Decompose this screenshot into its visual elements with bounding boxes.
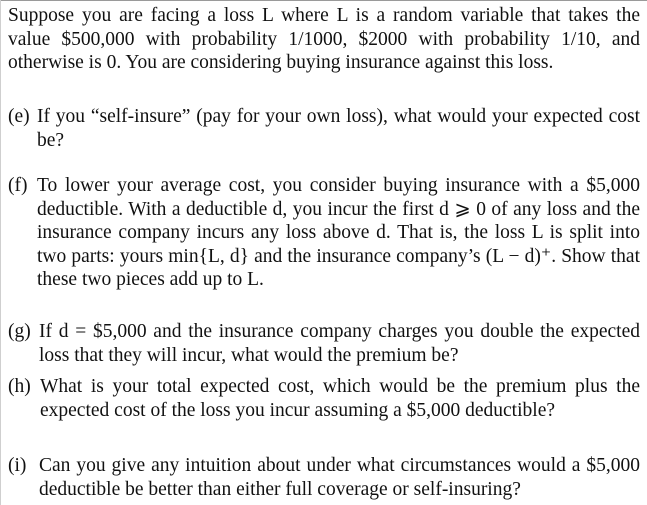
question-label: (g)	[8, 321, 31, 342]
question-h	[8, 375, 640, 422]
question-label: (i)	[8, 455, 27, 476]
frame-left-border	[0, 0, 1, 505]
frame-top-border	[0, 0, 647, 1]
question-text: To lower your average cost, you consider buying insurance with a $5,000 deductible. With a deductible d, you incur the first d ⩾ 0 of any loss and the insurance company incurs any loss above d. That is, the loss L is split into two parts: yours min{L, d} and the insurance company’s (L − d)⁺. Show that these two pieces add up to L.	[37, 175, 640, 291]
problem-statement: Suppose you are facing a loss L where L is a random variable that takes the value $500,000 with probability 1/1000, $2000 with probability 1/10, and otherwise is 0. You are considering buying insurance against this loss.	[8, 5, 640, 74]
question-g	[8, 320, 640, 367]
question-text: Can you give any intuition about under what circumstances would a $5,000 deductible be better than either full coverage or self-insuring?	[39, 455, 640, 500]
question-text: If d = $5,000 and the insurance company charges you double the expected loss that they will incur, what would the premium be?	[39, 321, 640, 366]
question-f	[8, 174, 640, 292]
question-label: (h)	[8, 376, 31, 397]
question-label: (f)	[8, 175, 28, 196]
question-text: If you “self-insure” (pay for your own loss), what would your expected cost be?	[37, 106, 640, 151]
question-i	[8, 454, 640, 501]
question-e	[8, 105, 640, 152]
question-label: (e)	[8, 106, 30, 127]
question-text: What is your total expected cost, which would be the premium plus the expected cost of the loss you incur assuming a $5,000 deductible?	[40, 376, 640, 421]
